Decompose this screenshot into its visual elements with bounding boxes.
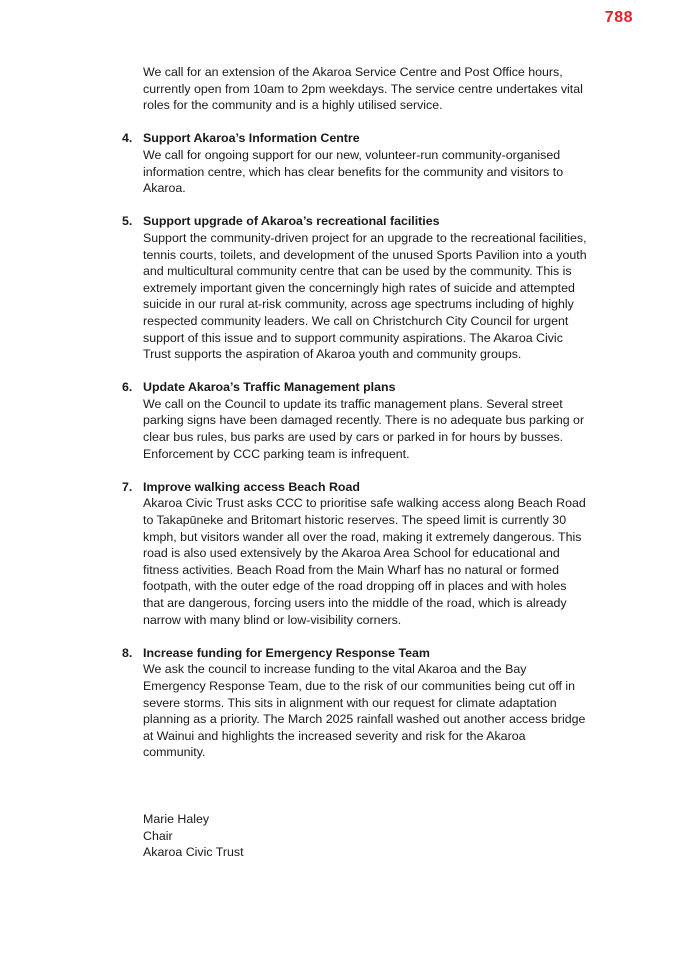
list-item-7	[122, 479, 588, 628]
item-number: 4.	[122, 131, 133, 146]
page-number: 788	[604, 9, 633, 26]
item-number: 7.	[122, 479, 133, 494]
item-heading: Update Akaroa’s Traffic Management plans	[143, 380, 396, 395]
item-heading: Increase funding for Emergency Response Team	[143, 645, 430, 660]
list-item-6	[122, 379, 588, 462]
item-body: We call for ongoing support for our new, volunteer-run community-organised information centre, which has clear benefits for the community and visitors to Akaroa.	[143, 147, 564, 196]
signatory-role: Chair	[143, 828, 173, 843]
list-item-4	[122, 130, 588, 196]
item-body: We call on the Council to update its traffic management plans. Several street parking signs have been damaged recently. There is no adequate bus parking or clear bus rules, bus parks are used by cars or parked in for hours by busses. Enforcement by CCC parking team is infrequent.	[143, 396, 585, 461]
signatory-name: Marie Haley	[143, 811, 210, 826]
item-number: 5.	[122, 214, 133, 229]
item-heading: Support upgrade of Akaroa’s recreational facilities	[143, 214, 440, 229]
item-number: 6.	[122, 380, 133, 395]
item-body: We ask the council to increase funding to the vital Akaroa and the Bay Emergency Response Team, due to the risk of our communities being cut off in severe storms. This sits in alignment with our request for climate adaptation planning as a priority. The March 2025 rainfall washed out another access bridge at Wainui and highlights the increased severity and risk for the Akaroa community.	[143, 662, 586, 760]
intro-paragraph: We call for an extension of the Akaroa Service Centre and Post Office hours, currently open from 10am to 2pm weekdays. The service centre undertakes vital roles for the community and is a highly utilised service.	[143, 65, 583, 113]
item-number: 8.	[122, 645, 133, 660]
signature-block	[143, 811, 588, 861]
item-body: Akaroa Civic Trust asks CCC to prioritise safe walking access along Beach Road to Takapūneke and Britomart historic reserves. The speed limit is currently 30 kmph, but visitors wander all over the road, making it extremely dangerous. This road is also used extensively by the Akaroa Area School for educational and fitness activities. Beach Road from the Main Wharf has no natural or formed footpath, with the outer edge of the road dropping off in places and with holes that are dangerous, forcing users into the middle of the road, which is already narrow with many blind or low-visibility corners.	[143, 496, 586, 627]
signatory-organisation: Akaroa Civic Trust	[143, 845, 244, 860]
item-heading: Improve walking access Beach Road	[143, 479, 360, 494]
list-item-5	[122, 213, 588, 362]
document-body	[122, 64, 588, 861]
item-body: Support the community-driven project for an upgrade to the recreational facilities, tennis courts, toilets, and development of the unused Sports Pavilion into a youth and multicultural community centre that can be used by the community. This is extremely important given the concerningly high rates of suicide and attempted suicide in our rural at-risk community, across age spectrums including of highly respected community leaders. We call on Christchurch City Council for urgent support of this issue and to support community aspirations. The Akaroa Civic Trust supports the aspiration of Akaroa youth and community groups.	[143, 230, 587, 362]
item-heading: Support Akaroa’s Information Centre	[143, 131, 360, 146]
list-item-8	[122, 645, 588, 761]
